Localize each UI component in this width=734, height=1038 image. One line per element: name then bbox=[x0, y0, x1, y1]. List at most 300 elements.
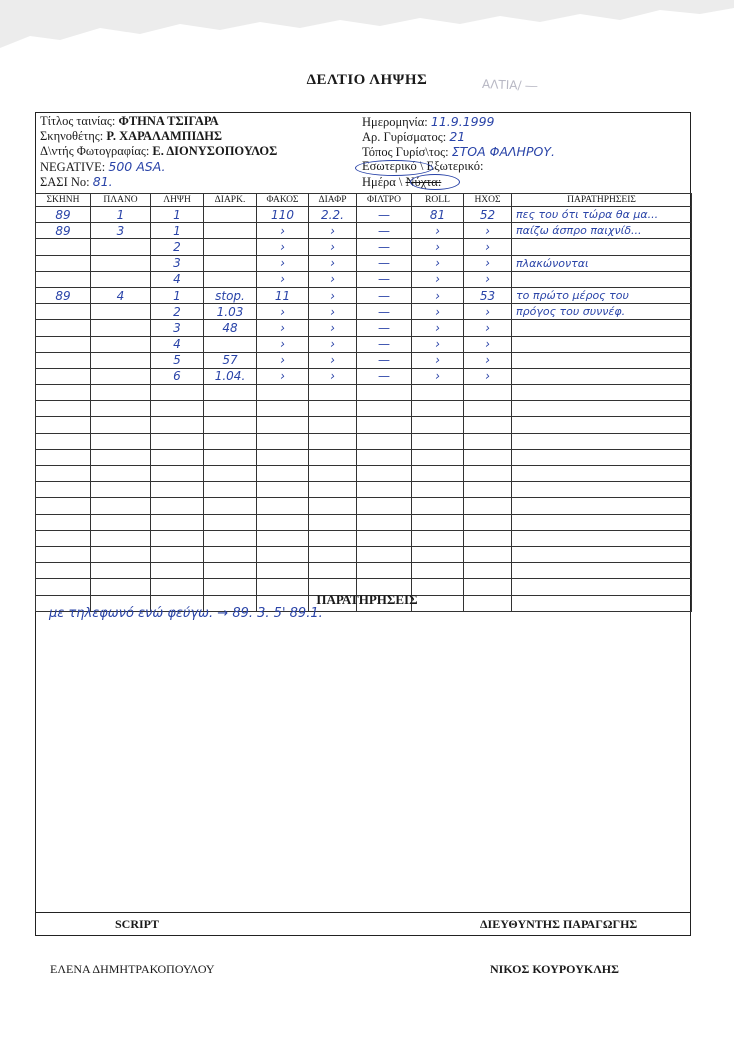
table-cell bbox=[36, 417, 91, 433]
table-cell: 53 bbox=[464, 287, 512, 303]
table-cell bbox=[257, 417, 309, 433]
table-cell bbox=[91, 498, 151, 514]
table-row bbox=[36, 563, 692, 579]
table-cell bbox=[91, 352, 151, 368]
table-cell bbox=[257, 514, 309, 530]
table-cell bbox=[309, 514, 357, 530]
table-cell bbox=[91, 546, 151, 562]
night-circle-mark bbox=[410, 174, 460, 190]
column-header: ΠΛΑΝΟ bbox=[91, 194, 151, 207]
table-cell bbox=[412, 385, 464, 401]
table-cell bbox=[204, 514, 257, 530]
table-cell bbox=[512, 271, 692, 287]
table-cell bbox=[36, 530, 91, 546]
table-cell bbox=[91, 320, 151, 336]
table-cell bbox=[512, 433, 692, 449]
table-row bbox=[36, 417, 692, 433]
table-cell bbox=[512, 514, 692, 530]
sasi-line bbox=[40, 174, 113, 190]
table-cell: — bbox=[357, 336, 412, 352]
table-row bbox=[36, 368, 692, 384]
table-cell bbox=[91, 417, 151, 433]
table-cell: 89 bbox=[36, 223, 91, 239]
table-cell: › bbox=[412, 368, 464, 384]
table-cell bbox=[464, 546, 512, 562]
table-cell bbox=[204, 449, 257, 465]
table-row bbox=[36, 401, 692, 417]
director-value: Ρ. ΧΑΡΑΛΑΜΠΙΔΗΣ bbox=[106, 129, 223, 143]
location-label: Τόπος Γυρίσ\τος: bbox=[362, 145, 449, 159]
table-cell: — bbox=[357, 287, 412, 303]
column-header: ΠΑΡΑΤΗΡΗΣΕΙΣ bbox=[512, 194, 692, 207]
table-cell bbox=[512, 466, 692, 482]
table-cell bbox=[357, 482, 412, 498]
table-cell bbox=[36, 401, 91, 417]
table-cell bbox=[512, 530, 692, 546]
table-cell bbox=[36, 514, 91, 530]
table-cell bbox=[309, 466, 357, 482]
table-cell: 4 bbox=[151, 336, 204, 352]
table-cell bbox=[204, 466, 257, 482]
table-row bbox=[36, 352, 692, 368]
table-cell bbox=[36, 320, 91, 336]
table-cell bbox=[309, 546, 357, 562]
table-cell bbox=[464, 563, 512, 579]
table-row bbox=[36, 304, 692, 320]
table-cell bbox=[36, 385, 91, 401]
dop-value: Ε. ΔΙΟΝΥΣΟΠΟΥΛΟΣ bbox=[152, 144, 278, 158]
table-cell bbox=[464, 433, 512, 449]
table-cell bbox=[204, 433, 257, 449]
table-cell: › bbox=[412, 223, 464, 239]
table-cell: › bbox=[309, 368, 357, 384]
table-cell bbox=[204, 546, 257, 562]
table-cell bbox=[257, 563, 309, 579]
date-line bbox=[362, 114, 495, 130]
table-cell bbox=[91, 336, 151, 352]
table-cell: 110 bbox=[257, 207, 309, 223]
table-cell bbox=[91, 401, 151, 417]
table-cell bbox=[357, 514, 412, 530]
column-header: ΣΚΗΝΗ bbox=[36, 194, 91, 207]
table-cell: πλακώνονται bbox=[512, 255, 692, 271]
table-cell bbox=[204, 563, 257, 579]
column-header: ΗΧΟΣ bbox=[464, 194, 512, 207]
table-cell bbox=[204, 417, 257, 433]
table-cell: › bbox=[464, 223, 512, 239]
table-cell: 48 bbox=[204, 320, 257, 336]
top-scrawl: ΑΛΤΙΑ/ ― bbox=[481, 77, 538, 93]
table-cell bbox=[309, 482, 357, 498]
table-cell: 81 bbox=[412, 207, 464, 223]
table-cell: — bbox=[357, 368, 412, 384]
table-row bbox=[36, 271, 692, 287]
table-cell: › bbox=[412, 271, 464, 287]
table-cell bbox=[91, 482, 151, 498]
table-cell: 3 bbox=[151, 320, 204, 336]
dop-line bbox=[40, 144, 277, 159]
table-row bbox=[36, 466, 692, 482]
table-cell bbox=[512, 320, 692, 336]
table-cell: 89 bbox=[36, 287, 91, 303]
table-cell: › bbox=[257, 368, 309, 384]
table-cell: › bbox=[309, 271, 357, 287]
table-cell bbox=[412, 498, 464, 514]
table-cell: stop. bbox=[204, 287, 257, 303]
table-cell bbox=[257, 466, 309, 482]
table-cell bbox=[512, 368, 692, 384]
table-cell bbox=[257, 433, 309, 449]
table-cell bbox=[36, 239, 91, 255]
table-cell bbox=[357, 563, 412, 579]
table-cell bbox=[36, 563, 91, 579]
table-cell: › bbox=[309, 223, 357, 239]
form-title: ΔΕΛΤΙΟ ΛΗΨΗΣ bbox=[306, 72, 428, 88]
table-cell bbox=[151, 530, 204, 546]
table-cell bbox=[309, 401, 357, 417]
table-cell bbox=[204, 530, 257, 546]
table-row bbox=[36, 498, 692, 514]
table-cell bbox=[464, 530, 512, 546]
director-line bbox=[40, 129, 222, 144]
table-cell bbox=[512, 336, 692, 352]
table-cell: 5 bbox=[151, 352, 204, 368]
table-cell bbox=[512, 498, 692, 514]
table-cell bbox=[464, 417, 512, 433]
table-cell: › bbox=[309, 304, 357, 320]
table-cell: › bbox=[309, 352, 357, 368]
table-cell: 6 bbox=[151, 368, 204, 384]
table-cell bbox=[257, 401, 309, 417]
table-row bbox=[36, 546, 692, 562]
table-row bbox=[36, 482, 692, 498]
film-title-line bbox=[40, 114, 219, 129]
remarks-handwritten: με τηλεφωνό ενώ φεύγω. → 89. 3. 5' 89.1. bbox=[49, 606, 323, 621]
table-cell bbox=[512, 546, 692, 562]
table-row bbox=[36, 223, 692, 239]
table-cell bbox=[357, 498, 412, 514]
column-header: ΔΙΑΡΚ. bbox=[204, 194, 257, 207]
table-cell bbox=[36, 466, 91, 482]
table-cell bbox=[36, 433, 91, 449]
table-cell bbox=[464, 482, 512, 498]
dop-label: Δ\ντής Φωτογραφίας: bbox=[40, 144, 150, 158]
table-cell bbox=[412, 482, 464, 498]
table-cell bbox=[151, 401, 204, 417]
table-cell: 1.03 bbox=[204, 304, 257, 320]
table-cell bbox=[512, 239, 692, 255]
director-label: Σκηνοθέτης: bbox=[40, 129, 104, 143]
script-name: ΕΛΕΝΑ ΔΗΜΗΤΡΑΚΟΠΟΥΛΟΥ bbox=[50, 962, 215, 976]
table-cell: 4 bbox=[91, 287, 151, 303]
table-row bbox=[36, 207, 692, 223]
table-cell: 1 bbox=[151, 207, 204, 223]
table-cell bbox=[257, 385, 309, 401]
table-cell: › bbox=[309, 336, 357, 352]
table-cell: › bbox=[412, 320, 464, 336]
table-cell bbox=[357, 417, 412, 433]
table-cell bbox=[204, 401, 257, 417]
table-cell bbox=[464, 385, 512, 401]
table-cell bbox=[36, 449, 91, 465]
table-cell bbox=[36, 352, 91, 368]
table-cell: 1.04. bbox=[204, 368, 257, 384]
table-cell bbox=[151, 482, 204, 498]
table-row bbox=[36, 385, 692, 401]
table-cell: 4 bbox=[151, 271, 204, 287]
table-cell bbox=[309, 498, 357, 514]
table-cell: › bbox=[257, 255, 309, 271]
table-cell bbox=[36, 336, 91, 352]
table-row bbox=[36, 239, 692, 255]
table-cell: 57 bbox=[204, 352, 257, 368]
table-cell bbox=[204, 385, 257, 401]
table-cell bbox=[151, 449, 204, 465]
table-cell bbox=[412, 563, 464, 579]
producer-label: ΔΙΕΥΘΥΝΤΗΣ ΠΑΡΑΓΩΓΗΣ bbox=[480, 917, 638, 931]
table-cell: — bbox=[357, 271, 412, 287]
table-cell: 2 bbox=[151, 304, 204, 320]
table-row bbox=[36, 433, 692, 449]
column-header: ΦΑΚΟΣ bbox=[257, 194, 309, 207]
table-cell: 89 bbox=[36, 207, 91, 223]
int-circle-mark bbox=[355, 160, 433, 176]
table-cell: › bbox=[464, 304, 512, 320]
table-cell: › bbox=[309, 320, 357, 336]
table-cell bbox=[204, 223, 257, 239]
negative-value: 500 ASA. bbox=[108, 159, 166, 174]
table-cell bbox=[91, 385, 151, 401]
table-cell bbox=[91, 304, 151, 320]
table-cell bbox=[309, 449, 357, 465]
producer-name: ΝΙΚΟΣ ΚΟΥΡΟΥΚΛΗΣ bbox=[490, 962, 619, 976]
table-cell bbox=[151, 563, 204, 579]
table-cell: — bbox=[357, 352, 412, 368]
table-cell: — bbox=[357, 239, 412, 255]
table-cell: — bbox=[357, 223, 412, 239]
day-label: Ημέρα \ bbox=[362, 175, 403, 189]
table-cell bbox=[512, 385, 692, 401]
table-cell bbox=[36, 255, 91, 271]
table-cell: › bbox=[257, 336, 309, 352]
shoot-no-line bbox=[362, 129, 465, 145]
table-cell bbox=[151, 466, 204, 482]
table-cell bbox=[309, 417, 357, 433]
table-cell: › bbox=[257, 239, 309, 255]
sasi-value: 81. bbox=[92, 174, 113, 189]
table-cell bbox=[357, 546, 412, 562]
table-cell bbox=[412, 530, 464, 546]
table-cell bbox=[512, 482, 692, 498]
table-cell bbox=[151, 498, 204, 514]
table-row bbox=[36, 336, 692, 352]
table-cell bbox=[412, 449, 464, 465]
table-cell: 11 bbox=[257, 287, 309, 303]
table-cell: › bbox=[257, 271, 309, 287]
table-cell bbox=[36, 271, 91, 287]
table-cell bbox=[36, 304, 91, 320]
table-cell bbox=[91, 255, 151, 271]
table-cell bbox=[357, 449, 412, 465]
table-cell: 3 bbox=[91, 223, 151, 239]
table-cell bbox=[257, 449, 309, 465]
date-value: 11.9.1999 bbox=[430, 114, 495, 129]
table-cell bbox=[91, 239, 151, 255]
table-cell: 1 bbox=[91, 207, 151, 223]
location-value: ΣΤΟΑ ΦΑΛΗΡΟΥ. bbox=[451, 144, 555, 159]
table-cell bbox=[91, 271, 151, 287]
table-cell bbox=[204, 271, 257, 287]
table-cell bbox=[309, 385, 357, 401]
table-cell bbox=[512, 401, 692, 417]
table-cell: › bbox=[309, 255, 357, 271]
table-cell: 2 bbox=[151, 239, 204, 255]
table-cell: πες του ότι τώρα θα μα... bbox=[512, 207, 692, 223]
table-cell: › bbox=[412, 352, 464, 368]
table-cell: 1 bbox=[151, 223, 204, 239]
table-cell: › bbox=[257, 320, 309, 336]
table-cell: › bbox=[309, 239, 357, 255]
table-cell bbox=[204, 207, 257, 223]
table-cell bbox=[204, 336, 257, 352]
table-cell: › bbox=[464, 239, 512, 255]
table-cell bbox=[309, 563, 357, 579]
table-cell: 2.2. bbox=[309, 207, 357, 223]
table-cell bbox=[151, 385, 204, 401]
table-cell: › bbox=[464, 271, 512, 287]
location-line bbox=[362, 144, 555, 160]
int-ext-label: Εσωτερικό \ Εξωτερικό: bbox=[362, 159, 484, 173]
table-cell bbox=[257, 498, 309, 514]
table-row bbox=[36, 255, 692, 271]
table-row bbox=[36, 320, 692, 336]
table-cell: παίζω άσπρο παιχνίδ... bbox=[512, 223, 692, 239]
table-cell: › bbox=[464, 336, 512, 352]
table-cell: — bbox=[357, 320, 412, 336]
table-cell bbox=[512, 417, 692, 433]
negative-line bbox=[40, 159, 165, 175]
table-cell bbox=[36, 546, 91, 562]
shooting-log-table bbox=[35, 193, 692, 612]
table-cell: › bbox=[257, 223, 309, 239]
table-cell bbox=[464, 449, 512, 465]
table-cell bbox=[512, 449, 692, 465]
shoot-no-value: 21 bbox=[449, 129, 466, 144]
table-cell: 3 bbox=[151, 255, 204, 271]
table-row bbox=[36, 449, 692, 465]
table-cell bbox=[91, 563, 151, 579]
table-cell: › bbox=[412, 287, 464, 303]
table-cell bbox=[309, 433, 357, 449]
table-cell bbox=[464, 498, 512, 514]
shoot-no-label: Αρ. Γυρίσματος: bbox=[362, 130, 447, 144]
table-cell bbox=[412, 401, 464, 417]
table-cell bbox=[204, 255, 257, 271]
table-cell bbox=[91, 433, 151, 449]
table-cell: › bbox=[309, 287, 357, 303]
table-cell bbox=[412, 433, 464, 449]
table-cell: › bbox=[464, 320, 512, 336]
table-cell: › bbox=[464, 352, 512, 368]
night-label: Νύχτα: bbox=[405, 175, 442, 189]
table-cell: › bbox=[412, 304, 464, 320]
table-cell bbox=[204, 239, 257, 255]
table-cell bbox=[309, 530, 357, 546]
table-cell bbox=[464, 514, 512, 530]
table-cell bbox=[412, 546, 464, 562]
table-cell bbox=[151, 546, 204, 562]
table-row bbox=[36, 287, 692, 303]
table-cell bbox=[464, 466, 512, 482]
table-cell bbox=[257, 530, 309, 546]
table-cell bbox=[36, 368, 91, 384]
script-label: SCRIPT bbox=[115, 917, 160, 931]
table-cell bbox=[91, 530, 151, 546]
table-cell: › bbox=[464, 255, 512, 271]
table-cell: το πρώτο μέρος του bbox=[512, 287, 692, 303]
table-cell: πρόγος του συννέφ. bbox=[512, 304, 692, 320]
table-cell bbox=[357, 530, 412, 546]
table-cell bbox=[36, 482, 91, 498]
table-cell bbox=[91, 514, 151, 530]
column-header: ΦΙΛΤΡΟ bbox=[357, 194, 412, 207]
table-cell bbox=[357, 433, 412, 449]
column-header: ΛΗΨΗ bbox=[151, 194, 204, 207]
table-cell: › bbox=[257, 304, 309, 320]
table-cell: › bbox=[464, 368, 512, 384]
table-cell bbox=[91, 368, 151, 384]
table-cell: › bbox=[412, 336, 464, 352]
table-cell bbox=[204, 482, 257, 498]
table-cell: 52 bbox=[464, 207, 512, 223]
table-cell: › bbox=[412, 239, 464, 255]
table-cell bbox=[512, 352, 692, 368]
film-value: ΦΤΗΝΑ ΤΣΙΓΑΡΑ bbox=[118, 114, 219, 128]
date-label: Ημερομηνία: bbox=[362, 115, 428, 129]
table-cell bbox=[512, 563, 692, 579]
torn-paper-edge bbox=[0, 0, 734, 60]
negative-label: NEGATIVE: bbox=[40, 160, 106, 174]
table-cell: — bbox=[357, 207, 412, 223]
sasi-label: ΣΑΣΙ No: bbox=[40, 175, 90, 189]
table-cell bbox=[357, 385, 412, 401]
table-row bbox=[36, 514, 692, 530]
table-cell: 1 bbox=[151, 287, 204, 303]
film-label: Τίτλος ταινίας: bbox=[40, 114, 116, 128]
table-cell bbox=[151, 417, 204, 433]
table-cell bbox=[204, 498, 257, 514]
table-cell bbox=[91, 449, 151, 465]
table-cell: — bbox=[357, 304, 412, 320]
table-cell bbox=[36, 498, 91, 514]
table-header-row bbox=[36, 194, 692, 207]
column-header: ΔΙΑΦΡ bbox=[309, 194, 357, 207]
table-cell: › bbox=[412, 255, 464, 271]
table-cell bbox=[412, 417, 464, 433]
table-cell: › bbox=[257, 352, 309, 368]
table-row bbox=[36, 530, 692, 546]
table-cell bbox=[151, 433, 204, 449]
column-header: ROLL bbox=[412, 194, 464, 207]
table-cell: — bbox=[357, 255, 412, 271]
table-cell bbox=[412, 514, 464, 530]
table-cell bbox=[257, 482, 309, 498]
table-cell bbox=[464, 401, 512, 417]
table-cell bbox=[357, 466, 412, 482]
table-cell bbox=[257, 546, 309, 562]
table-cell bbox=[91, 466, 151, 482]
table-cell bbox=[412, 466, 464, 482]
